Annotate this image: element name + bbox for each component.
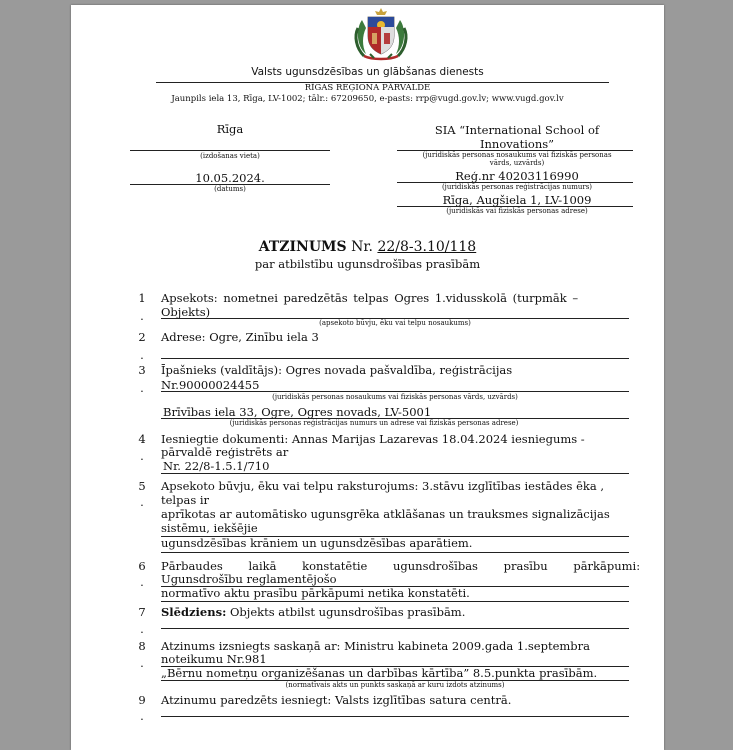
item-9-rule xyxy=(161,716,629,717)
item-1-line1: Apsekots: nometnei paredzētās telpas Ogres 1.vidusskolā (turpmāk – xyxy=(161,291,579,305)
conclusion-label: Slēdziens: xyxy=(161,605,227,619)
item-number-7: 7 xyxy=(138,605,146,619)
issue-date: 10.05.2024. xyxy=(195,171,265,185)
item-4-rule xyxy=(161,473,629,474)
item-dot-6: . xyxy=(140,575,144,589)
item-2-line1: Adrese: Ogre, Zinību iela 3 xyxy=(161,330,319,344)
item-5-line2: telpas ir xyxy=(161,493,210,507)
coat-of-arms-icon xyxy=(350,6,412,62)
item-5-line4: sistēmu, iekšējie xyxy=(161,521,258,535)
item-4-line2: pārvaldē reģistrēts ar xyxy=(161,445,289,459)
document-page xyxy=(71,5,664,750)
item-6-line3: normatīvo aktu prasību pārkāpumi netika konstatēti. xyxy=(161,586,470,600)
item-number-8: 8 xyxy=(138,639,146,653)
header-address: Jaunpils iela 13, Rīga, LV-1002; tālr.: 67209650, e-pasts: rrp@vugd.gov.lv; www.vugd.gov.lv xyxy=(171,94,564,104)
item-8-caption: (normatīvais akts un punkts saskaņā ar kuru izdots atzinums) xyxy=(285,681,505,689)
recipient-name-line2: Innovations” xyxy=(479,137,555,151)
item-dot-9: . xyxy=(140,709,144,723)
document-subtitle: par atbilstību ugunsdrošības prasībām xyxy=(254,257,481,271)
item-3-caption2: (juridiskās personas reģistrācijas numurs un adrese vai fiziskās personas adrese) xyxy=(229,419,519,427)
item-3-line2: Nr.90000024455 xyxy=(161,378,260,392)
item-1-line2: Objekts) xyxy=(161,305,211,319)
item-6-line2: Ugunsdrošību reglamentējošo xyxy=(161,572,337,586)
item-4-line1: Iesniegtie dokumenti: Annas Marijas Lazarevas 18.04.2024 iesniegums - xyxy=(161,432,585,446)
item-5-line3: aprīkotas ar automātisko ugunsgrēka atklāšanas un trauksmes signalizācijas xyxy=(161,507,610,521)
item-5-line5: ugunsdzēsības krāniem un ugunsdzēsības aparātiem. xyxy=(161,536,473,550)
item-dot-4: . xyxy=(140,449,144,463)
document-title xyxy=(71,239,664,255)
item-number-4: 4 xyxy=(138,432,146,446)
item-number-2: 2 xyxy=(138,330,146,344)
conclusion-text: Objekts atbilst ugunsdrošības prasībām. xyxy=(226,605,466,619)
title-nr-value: 22/8-3.10/118 xyxy=(377,239,477,255)
place-rule xyxy=(130,150,330,151)
item-dot-2: . xyxy=(140,348,144,362)
item-dot-8: . xyxy=(140,656,144,670)
reg-caption: (juridiskās personas reģistrācijas numurs) xyxy=(441,183,593,191)
item-7-text xyxy=(161,605,465,619)
item-number-3: 3 xyxy=(138,363,146,377)
item-5-rule2 xyxy=(161,552,629,553)
registration-number: Reģ.nr 40203116990 xyxy=(455,169,579,183)
item-7-rule xyxy=(161,628,629,629)
item-3-line1: Īpašnieks (valdītājs): Ogres novada pašvaldība, reģistrācijas xyxy=(161,363,513,377)
item-5-line1: Apsekoto būvju, ēku vai telpu raksturojums: 3.stāvu izglītības iestādes ēka , xyxy=(161,479,605,493)
item-dot-1: . xyxy=(140,309,144,323)
item-dot-5: . xyxy=(140,495,144,509)
service-name: Valsts ugunsdzēsības un glābšanas dienests xyxy=(251,66,484,78)
place-caption: (izdošanas vieta) xyxy=(200,152,260,160)
recipient-caption-line2: vārds, uzvārds) xyxy=(489,159,545,167)
item-9-line1: Atzinumu paredzēts iesniegt: Valsts izglītības satura centrā. xyxy=(161,693,512,707)
address-caption: (juridiskās vai fiziskās personas adrese) xyxy=(446,207,588,215)
issue-place: Rīga xyxy=(216,122,244,136)
title-word: ATZINUMS xyxy=(258,239,347,255)
item-6-line1: Pārbaudes laikā konstatētie ugunsdrošības prasību pārkāpumi: xyxy=(161,559,641,573)
item-8-line1: Atzinums izsniegts saskaņā ar: Ministru kabineta 2009.gada 1.septembra xyxy=(161,639,591,653)
item-dot-7: . xyxy=(140,622,144,636)
recipient-name-line1: SIA “International School of xyxy=(434,123,600,137)
board-name: RĪGAS REĢIONA PĀRVALDE xyxy=(304,83,431,93)
item-number-5: 5 xyxy=(138,479,146,493)
item-3-caption1: (juridiskās personas nosaukums vai fiziskās personas vārds, uzvārds) xyxy=(272,393,518,401)
item-number-9: 9 xyxy=(138,693,146,707)
title-nr-label: Nr. xyxy=(351,239,373,255)
item-8-line2: noteikumu Nr.981 xyxy=(161,652,267,666)
item-8-line3: „Bērnu nometņu organizēšanas un darbības kārtība” 8.5.punkta prasībām. xyxy=(161,666,598,680)
item-3-line3: Brīvības iela 33, Ogre, Ogres novads, LV-5001 xyxy=(163,405,432,419)
item-dot-3: . xyxy=(140,381,144,395)
item-6-rule2 xyxy=(161,601,629,602)
item-4-line3: Nr. 22/8-1.5.1/710 xyxy=(163,459,270,473)
recipient-caption-line1: (juridiskās personas nosaukums vai fiziskās personas xyxy=(422,151,612,159)
recipient-address: Rīga, Augšiela 1, LV-1009 xyxy=(442,193,592,207)
date-caption: (datums) xyxy=(214,185,246,193)
item-3-rule1 xyxy=(161,391,629,392)
item-2-rule xyxy=(161,358,629,359)
item-number-1: 1 xyxy=(138,291,146,305)
item-1-caption: (apsekoto būvju, ēku vai telpu nosaukums) xyxy=(319,319,471,327)
item-number-6: 6 xyxy=(138,559,146,573)
